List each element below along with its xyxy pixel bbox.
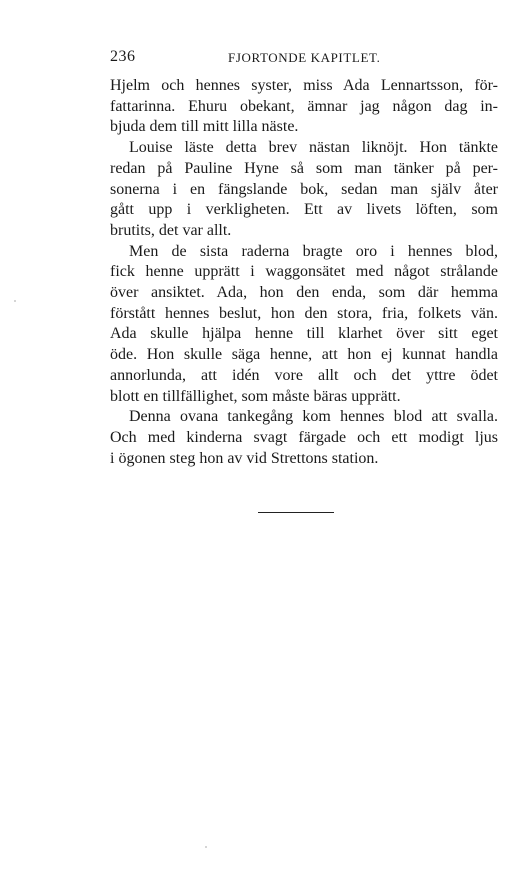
text-line: brutits, det var allt.	[110, 221, 232, 239]
chapter-title: FJORTONDE KAPITLET.	[228, 50, 381, 65]
text-line: sonerna i en fängslande bok, sedan man själv åter	[110, 180, 498, 198]
text-line: Hjelm och hennes syster, miss Ada Lennartsson, för-	[110, 77, 498, 94]
chapter-end-rule	[258, 512, 334, 513]
text-line: blott en tillfällighet, som måste bäras upprätt.	[110, 387, 401, 405]
text-line: Denna ovana tankegång kom hennes blod att svalla.	[129, 408, 498, 426]
text-line: annorlunda, att idén vore allt och det yttre ödet	[110, 366, 498, 384]
paragraph-3	[110, 242, 498, 408]
text-line: Men de sista raderna bragte oro i hennes blod,	[129, 242, 498, 260]
paragraph-2	[110, 138, 498, 242]
text-line: gått upp i verkligheten. Ett av livets löften, som	[110, 201, 498, 219]
margin-speck	[205, 846, 207, 848]
margin-speck	[14, 300, 16, 302]
page-number: 236	[110, 48, 136, 65]
text-line: i ögonen steg hon av vid Strettons station.	[110, 449, 379, 467]
text-line: Louise läste detta brev nästan liknöjt. Hon tänkte	[129, 139, 498, 157]
text-line: Och med kinderna svagt färgade och ett modigt ljus	[110, 428, 498, 446]
running-head	[110, 48, 498, 68]
text-line: öde. Hon skulle säga henne, att hon ej kunnat handla	[110, 346, 498, 364]
text-line: fick henne upprätt i waggonsätet med något strålande	[110, 263, 498, 281]
body-text	[110, 76, 498, 469]
text-line: fattarinna. Ehuru obekant, ämnar jag någon dag in-	[110, 97, 498, 115]
paragraph-1	[110, 76, 498, 138]
text-line: över ansiktet. Ada, hon den enda, som där hemma	[110, 284, 498, 302]
paragraph-4	[110, 407, 498, 469]
text-line: redan på Pauline Hyne så som man tänker på per-	[110, 159, 498, 177]
text-line: Ada skulle hjälpa henne till klarhet över sitt eget	[110, 325, 498, 343]
text-line: bjuda dem till mitt lilla näste.	[110, 118, 299, 136]
text-line: förstått hennes beslut, hon den stora, fria, folkets vän.	[110, 304, 498, 322]
